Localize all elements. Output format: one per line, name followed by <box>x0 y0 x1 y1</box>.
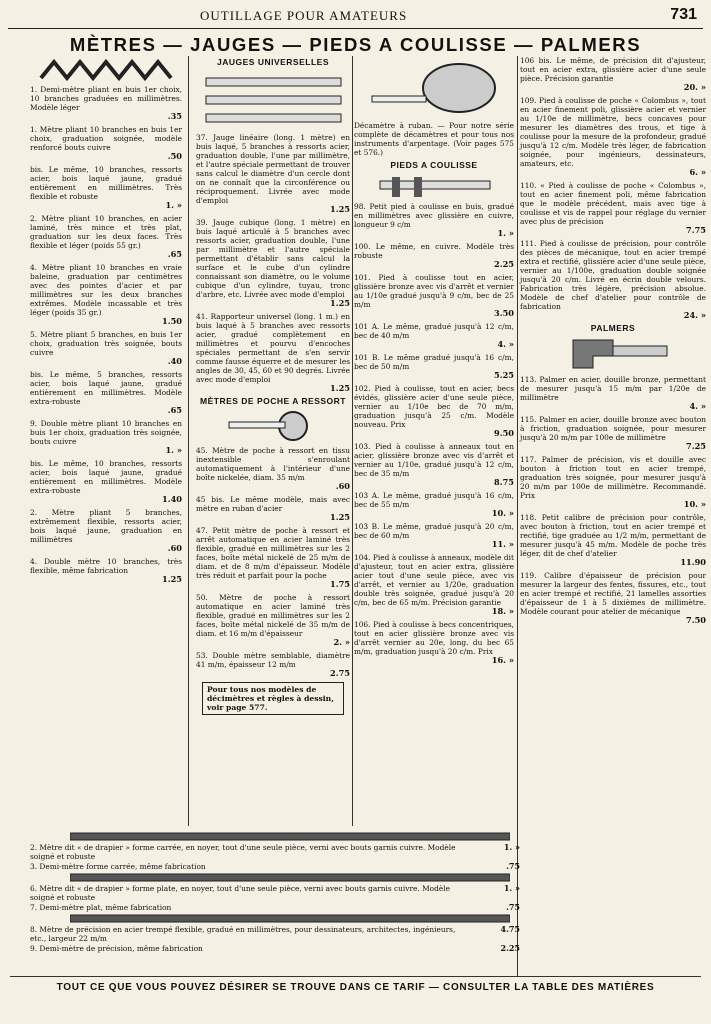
catalog-item <box>196 593 350 647</box>
item-price: 1.75 <box>330 579 350 589</box>
item-description: 2. Mètre pliant 10 branches, en acier laminé, très mince et très plat, graduation sur les deux faces. Très flexible et léger (poids 55 gr.) <box>30 214 182 250</box>
item-description: 8. Mètre de précision en acier trempé flexible, gradué en millimètres, pour dessinateurs, architectes, ingénieurs, etc., largeur 22 m/m <box>30 925 456 943</box>
column-gauges <box>196 56 350 719</box>
catalog-item <box>30 85 182 121</box>
item-description: 1. Demi-mètre pliant en buis 1er choix, 10 branches graduées en millimètres. Modèle léger <box>30 85 182 112</box>
catalog-item <box>520 181 706 235</box>
catalog-item <box>30 903 520 912</box>
item-description: 53. Double mètre semblable, diamètre 41 m/m, épaisseur 12 m/m <box>196 651 350 669</box>
catalog-item <box>30 884 520 902</box>
folding-rule-illustration <box>36 58 176 82</box>
catalog-item <box>30 263 182 326</box>
column-calipers <box>354 56 514 669</box>
item-description: 47. Petit mètre de poche à ressort et arrêt automatique en acier laminé très flexible, gradué en millimètres sur les 2 faces, boîte métal nickelé de 25 m/m de diam. et de 8 m/m d'épaisseur. Modèle très réduit et parfait pour la poche <box>196 526 350 580</box>
item-description: 102. Pied à coulisse, tout en acier, becs évidés, glissière acier d'une seule pièce, vernier au 1/10e bec de 70 m/m, graduation jusqu'à 25 c/m. Modèle nouveau. Prix <box>354 384 514 429</box>
item-price: 1. » <box>503 883 520 893</box>
item-description: bis. Le même, 10 branches, ressorts acier, bois laqué jaune, gradué entièrement en millimètres. Très flexible et robuste <box>30 165 182 201</box>
palmer-illustration <box>553 336 673 372</box>
page-number: 731 <box>670 6 697 23</box>
item-description: 9. Double mètre pliant 10 branches en buis 1er choix, graduation très soignée, bouts cuivre <box>30 419 182 446</box>
item-description: 104. Pied à coulisse à anneaux, modèle dit d'ajusteur, tout en acier extra, glissière acier tout d'une seule pièce, avec vis d'arrêt, et vernier au 1/20e, graduation double très soignée, gradué jusqu'à 20 c/m, bec de 65 m/m. Précision garantie <box>354 553 514 607</box>
note-box: Pour tous nos modèles de décimètres et règles à dessin, voir page 577. <box>202 682 344 715</box>
item-price: 4.75 <box>500 924 520 934</box>
item-price: .75 <box>506 861 520 871</box>
catalog-item <box>196 495 350 522</box>
section-heading-calipers: PIEDS A COULISSE <box>390 160 478 170</box>
item-price: 1.25 <box>162 574 182 584</box>
item-description: 103 A. Le même, gradué jusqu'à 16 c/m, bec de 55 m/m <box>354 491 514 509</box>
item-description: 4. Mètre pliant 10 branches en vraie baleine, graduation par centimètres avec des pointes d'acier et par millimètres sur les deux branches extrêmes. Modèle incassable et très léger (poids 35 gr.) <box>30 263 182 317</box>
section-heading-palmers: PALMERS <box>590 323 636 333</box>
catalog-item <box>520 415 706 451</box>
item-price: 2. » <box>333 637 350 647</box>
item-description: 4. Double mètre 10 branches, très flexible, même fabrication <box>30 557 182 575</box>
catalog-item <box>30 330 182 366</box>
section-heading-pocket-measures: MÈTRES DE POCHE A RESSORT <box>200 396 346 406</box>
item-price: 1.25 <box>330 383 350 393</box>
item-price: 4. » <box>689 401 706 411</box>
item-price: 20. » <box>683 82 706 92</box>
item-price: 1. » <box>165 200 182 210</box>
item-price: 10. » <box>683 499 706 509</box>
catalog-item <box>30 419 182 455</box>
catalog-item <box>30 944 520 953</box>
catalog-item <box>354 322 514 349</box>
item-price: .65 <box>167 405 182 415</box>
item-description: 9. Demi-mètre de précision, même fabrication <box>30 944 203 953</box>
item-description: 1. Mètre pliant 10 branches en buis 1er choix, graduation soignée, modèle renforcé bouts cuivre <box>30 125 182 152</box>
item-description: 5. Mètre pliant 5 branches, en buis 1er choix, graduation très soignée, bouts cuivre <box>30 330 182 357</box>
item-price: 2.25 <box>494 259 514 269</box>
item-description: 106 bis. Le même, de précision dit d'ajusteur, tout en acier extra, glissière acier d'une seule pièce. Précision garantie <box>520 56 706 83</box>
item-description: 117. Palmer de précision, vis et douille avec bouton à friction tout en acier trempé, graduation très soignée, pour mesurer jusqu'à 20 m/m par 100e de millimètre. Recommandé. Prix <box>520 455 706 500</box>
catalog-item <box>354 442 514 487</box>
catalog-item <box>196 446 350 491</box>
item-price: 7.50 <box>686 615 706 625</box>
item-description: 118. Petit calibre de précision pour contrôle, avec bouton à friction, tout en acier trempé et rectifié, tige graduée au 1/2 m/m, permettant de mesurer jusqu'à 45 m/m. Modèle de poche très léger, dit de chef d'atelier <box>520 513 706 558</box>
surveying-tape-illustration <box>364 58 504 118</box>
item-price: 1.25 <box>330 204 350 214</box>
item-description: 50. Mètre de poche à ressort automatique en acier laminé très flexible, gradué en millimètres sur les 2 faces, boîte métal nickelé de 35 m/m de diam. et 16 m/m d'épaisseur <box>196 593 350 638</box>
item-price: 8.75 <box>494 477 514 487</box>
catalog-item <box>354 384 514 438</box>
catalog-item <box>196 651 350 678</box>
item-price: 1.25 <box>330 512 350 522</box>
running-title: OUTILLAGE POUR AMATEURS <box>200 8 408 23</box>
page-title: MÈTRES — JAUGES — PIEDS A COULISSE — PALMERS <box>69 34 642 55</box>
item-price: 5.25 <box>494 370 514 380</box>
section-heading-universal-gauges: JAUGES UNIVERSELLES <box>217 57 329 67</box>
bottom-rulers-section <box>30 830 520 954</box>
item-price: 1.25 <box>330 298 350 308</box>
catalog-item <box>354 273 514 318</box>
item-description: 7. Demi-mètre plat, même fabrication <box>30 903 172 912</box>
footer-rule <box>10 976 701 977</box>
item-price: .50 <box>167 151 182 161</box>
item-price: .60 <box>335 481 350 491</box>
running-header <box>0 6 711 28</box>
item-description: 2. Mètre dit « de drapier » forme carrée, en noyer, tout d'une seule pièce, verni avec bouts garnis cuivre. Modèle soigné et robuste <box>30 843 456 861</box>
catalog-item <box>354 491 514 518</box>
item-price: .65 <box>167 249 182 259</box>
catalog-item <box>354 121 514 157</box>
item-price: 1. » <box>165 445 182 455</box>
item-price: 9.50 <box>494 428 514 438</box>
item-description: 39. Jauge cubique (long. 1 mètre) en buis laqué articulé à 5 branches avec ressorts acier, graduation double, l'une par millimètre et l'autre spéciale permettant d'établir sans calcul la surface et le cube d'un cylindre connaissant son diamètre, ou le volume cubique d'un cylindre, tuyau, tronc d'arbre, etc. Livrée avec mode d'emploi <box>196 218 350 299</box>
item-price: 11.90 <box>680 557 706 567</box>
item-price: 18. » <box>491 606 514 616</box>
catalog-item <box>30 459 182 504</box>
catalog-item <box>520 239 706 320</box>
item-price: 1.50 <box>162 316 182 326</box>
item-description: 37. Jauge linéaire (long. 1 mètre) en buis laqué, 5 branches à ressorts acier, graduation double, l'une par millimètre, et l'autre spéciale permettant de trouver sans calcul le diamètre d'un cercle dont on ne connaît que la circonférence ou réciproquement. Livrée avec mode d'emploi <box>196 133 350 205</box>
item-description: 113. Palmer en acier, douille bronze, permettant de mesurer jusqu'à 15 m/m par 1/20e de millimètre <box>520 375 706 402</box>
item-price: 4. » <box>497 339 514 349</box>
column-folding-rules <box>30 56 182 588</box>
item-price: 10. » <box>491 508 514 518</box>
item-price: 7.75 <box>686 225 706 235</box>
catalog-item <box>354 202 514 238</box>
item-price: .40 <box>167 356 182 366</box>
item-price: 6. » <box>689 167 706 177</box>
item-description: Décamètre à ruban. — Pour notre série complète de décamètres et pour tous nos instruments d'arpentage. (Voir pages 575 et 576.) <box>354 121 514 157</box>
item-description: 101 A. Le même, gradué jusqu'à 12 c/m, bec de 40 m/m <box>354 322 514 340</box>
catalog-item <box>520 513 706 567</box>
catalog-item <box>354 620 514 665</box>
item-description: 119. Calibre d'épaisseur de précision pour mesurer la largeur des fentes, fissures, etc., tout en acier trempé et rectifié, 21 lamelles assorties d'épaisseur de 1 à 5 dixièmes de millimètre. Modèle courant pour atelier de mécanique <box>520 571 706 616</box>
item-price: .35 <box>167 111 182 121</box>
footer-notice: TOUT CE QUE VOUS POUVEZ DÉSIRER SE TROUVE DANS CE TARIF — CONSULTER LA TABLE DES MATIÈRES <box>56 982 655 993</box>
item-price: 2.25 <box>500 943 520 953</box>
item-description: 101 B. Le même gradué jusqu'à 16 c/m, bec de 50 m/m <box>354 353 514 371</box>
item-description: 45. Mètre de poche à ressort en tissu inextensible s'enroulant automatiquement à l'intérieur d'une boîte nickelée, diam. 35 m/m <box>196 446 350 482</box>
item-description: 41. Rapporteur universel (long. 1 m.) en buis laqué à 5 branches avec ressorts acier, gradué complètement en millimètres et pourvu d'encoches spéciales permettant de s'en servir comme fausse équerre et de mesurer les angles de 30, 45, 60 et 90 degrés. Livrée avec mode d'emploi <box>196 312 350 384</box>
catalog-item <box>30 557 182 584</box>
caliper-illustration <box>374 173 494 199</box>
item-description: 115. Palmer en acier, douille bronze avec bouton à friction, graduation soignée, pour mesurer jusqu'à 20 m/m par 100e de millimètre <box>520 415 706 442</box>
catalog-item <box>30 843 520 861</box>
pocket-tape-illustration <box>223 409 323 443</box>
item-description: 2. Mètre pliant 5 branches, extrêmement flexible, ressorts acier, bois laqué jaune, graduation en millimètres <box>30 508 182 544</box>
item-description: 101. Pied à coulisse tout en acier, glissière bronze avec vis d'arrêt et vernier au 1/10e gradué jusqu'à 9 c/m, bec de 25 m/m <box>354 273 514 309</box>
item-price: .60 <box>167 543 182 553</box>
catalog-item <box>196 526 350 589</box>
catalog-item <box>520 96 706 177</box>
catalog-item <box>520 571 706 625</box>
item-description: 45 bis. Le même modèle, mais avec mètre en ruban d'acier <box>196 495 350 513</box>
item-price: 7.25 <box>686 441 706 451</box>
item-price: 1. » <box>503 842 520 852</box>
item-description: bis. Le même, 5 branches, ressorts acier, bois laqué jaune, gradué entièrement en millimètres. Modèle extra-robuste <box>30 370 182 406</box>
item-description: 109. Pied à coulisse de poche « Colombus », tout en acier finement poli, glissière acier et vernier au 1/10e de millimètre, becs concaves pour mesurer les diamètres des trous, et tige à coulisse pour la mesure de la profondeur, gradué jusqu'à 12 c/m. Modèle très léger, de fabrication soignée, pour ingénieurs, dessinateurs, amateurs, etc. <box>520 96 706 168</box>
catalog-item <box>354 242 514 269</box>
item-description: 98. Petit pied à coulisse en buis, gradué en millimètres avec glissière en cuivre, longueur 9 c/m <box>354 202 514 229</box>
catalog-item <box>30 370 182 415</box>
catalog-item <box>30 165 182 210</box>
ruler-illustration <box>70 914 510 924</box>
item-price: .75 <box>506 902 520 912</box>
catalog-item <box>354 353 514 380</box>
item-description: 110. « Pied à coulisse de poche « Colombus », tout en acier finement poli, même fabrication que le modèle précédent, mais avec tige à coulisse et vis de rappel pour réglage du vernier avec plus de précision <box>520 181 706 226</box>
catalog-item <box>30 125 182 161</box>
catalog-item <box>354 522 514 549</box>
ruler-illustration <box>70 873 510 883</box>
item-price: 1.40 <box>162 494 182 504</box>
item-price: 1. » <box>497 228 514 238</box>
item-price: 16. » <box>491 655 514 665</box>
item-description: 106. Pied à coulisse à becs concentriques, tout en acier glissière bronze avec vis d'arrêt vernier au 20e, long. du bec 65 m/m, graduation jusqu'à 20 c/m. Prix <box>354 620 514 656</box>
item-price: 2.75 <box>330 668 350 678</box>
catalog-item <box>30 508 182 553</box>
catalog-item <box>30 925 520 943</box>
column-divider <box>188 56 189 826</box>
column-divider <box>352 56 353 826</box>
catalog-item <box>196 218 350 308</box>
item-description: 6. Mètre dit « de drapier » forme plate, en noyer, tout d'une seule pièce, verni avec bouts garnis cuivre. Modèle soigné et robuste <box>30 884 450 902</box>
universal-gauge-illustration <box>201 70 346 130</box>
header-rule <box>8 28 703 29</box>
catalog-item <box>196 312 350 393</box>
catalog-item <box>30 862 520 871</box>
catalog-item <box>520 56 706 92</box>
item-description: 103 B. Le même, gradué jusqu'à 20 c/m, bec de 60 m/m <box>354 522 514 540</box>
item-price: 3.50 <box>494 308 514 318</box>
column-palmers <box>520 56 706 629</box>
item-description: 111. Pied à coulisse de précision, pour contrôle des pièces de mécanique, tout en acier trempé extra et rectifié, glissière acier d'une seule pièce, vernier au 1/100e, graduation double soignée jusqu'à 20 c/m. Livré en écrin double velours. Fabrication très légère, précision absolue. Modèle de chef d'atelier pour contrôle de fabrication <box>520 239 706 311</box>
catalog-item <box>520 375 706 411</box>
item-description: 3. Demi-mètre forme carrée, même fabrication <box>30 862 206 871</box>
catalog-item <box>196 133 350 214</box>
catalog-item <box>520 455 706 509</box>
item-price: 11. » <box>491 539 514 549</box>
catalog-item <box>354 553 514 616</box>
item-price: 24. » <box>683 310 706 320</box>
ruler-illustration <box>70 832 510 842</box>
catalog-item <box>30 214 182 259</box>
item-description: 100. Le même, en cuivre. Modèle très robuste <box>354 242 514 260</box>
item-description: bis. Le même, 10 branches, ressorts acier, bois laqué jaune, gradué entièrement en millimètres. Modèle extra-robuste <box>30 459 182 495</box>
item-description: 103. Pied à coulisse à anneaux tout en acier, glissière bronze avec vis d'arrêt et vernier au 1/10e, gradué jusqu'à 12 c/m, bec de 35 m/m <box>354 442 514 478</box>
